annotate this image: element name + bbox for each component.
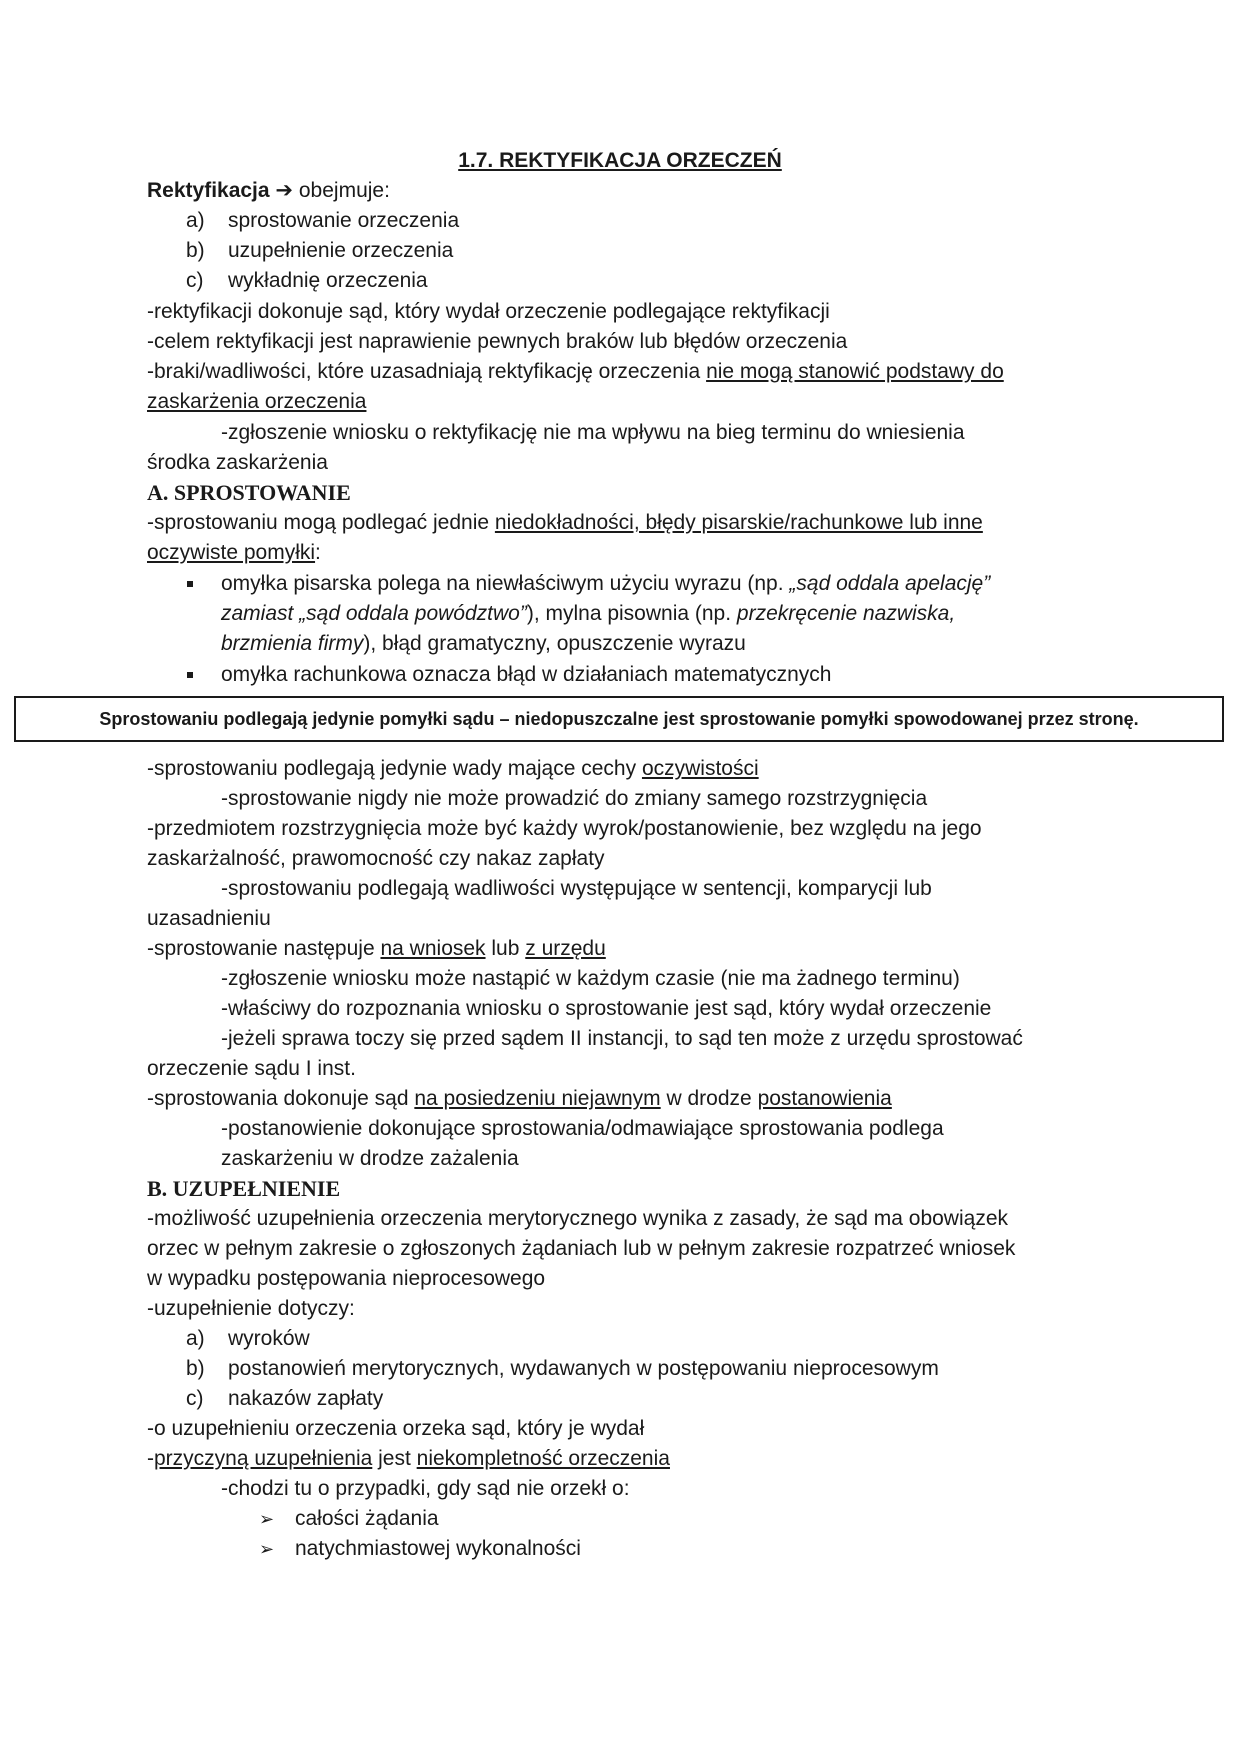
paragraph-cont: zaskarżenia orzeczenia bbox=[147, 390, 367, 413]
paragraph-cont: środka zaskarżenia bbox=[147, 451, 328, 474]
list-item: b) uzupełnienie orzeczenia bbox=[186, 239, 454, 262]
list-item: b) postanowień merytorycznych, wydawanych w postępowaniu nieprocesowym bbox=[186, 1357, 939, 1380]
list-item: a) sprostowanie orzeczenia bbox=[186, 209, 460, 232]
bullet-item-cont: brzmienia firmy), błąd gramatyczny, opuszczenie wyrazu bbox=[221, 632, 746, 655]
paragraph-cont: zaskarżalność, prawomocność czy nakaz zapłaty bbox=[147, 847, 605, 870]
paragraph: -sprostowaniu podlegają wadliwości występujące w sentencji, komparycji lub bbox=[221, 877, 932, 900]
bullet-item: omyłka rachunkowa oznacza błąd w działaniach matematycznych bbox=[221, 663, 832, 686]
paragraph-cont: orzeczenie sądu I inst. bbox=[147, 1057, 356, 1080]
bullet-icon bbox=[187, 581, 193, 587]
paragraph-cont: oczywiste pomyłki: bbox=[147, 541, 321, 564]
paragraph: -rektyfikacji dokonuje sąd, który wydał orzeczenie podlegające rektyfikacji bbox=[147, 300, 830, 323]
bullet-icon bbox=[187, 672, 193, 678]
arrow-bullet-icon: ➢ bbox=[259, 1509, 275, 1529]
paragraph: -celem rektyfikacji jest naprawienie pewnych braków lub błędów orzeczenia bbox=[147, 330, 848, 353]
bullet-item: omyłka pisarska polega na niewłaściwym użyciu wyrazu (np. „sąd oddala apelację” bbox=[221, 572, 991, 595]
paragraph: -zgłoszenie wniosku może nastąpić w każdym czasie (nie ma żadnego terminu) bbox=[221, 967, 960, 990]
list-item: c) nakazów zapłaty bbox=[186, 1387, 384, 1410]
bullet-item-cont: zamiast „sąd oddala powództwo”), mylna pisownia (np. przekręcenie nazwiska, bbox=[221, 602, 956, 625]
paragraph: -braki/wadliwości, które uzasadniają rektyfikację orzeczenia nie mogą stanowić podstawy do bbox=[147, 360, 1004, 383]
arrow-list-item: całości żądania bbox=[295, 1507, 439, 1530]
paragraph: -postanowienie dokonujące sprostowania/odmawiające sprostowania podlega bbox=[221, 1117, 944, 1140]
paragraph: -sprostowaniu mogą podlegać jednie niedokładności, błędy pisarskie/rachunkowe lub inne bbox=[147, 511, 983, 534]
intro-rest: obejmuje: bbox=[298, 179, 390, 202]
paragraph: -sprostowanie nigdy nie może prowadzić do zmiany samego rozstrzygnięcia bbox=[221, 787, 928, 810]
arrow-icon: ➔ bbox=[275, 179, 294, 202]
paragraph-cont: uzasadnieniu bbox=[147, 907, 271, 930]
arrow-list-item: natychmiastowej wykonalności bbox=[295, 1537, 581, 1560]
paragraph: -uzupełnienie dotyczy: bbox=[147, 1297, 355, 1320]
paragraph-cont: orzec w pełnym zakresie o zgłoszonych żądaniach lub w pełnym zakresie rozpatrzeć wniosek bbox=[147, 1237, 1016, 1260]
page-title: 1.7. REKTYFIKACJA ORZECZEŃ bbox=[458, 149, 782, 172]
paragraph: -możliwość uzupełnienia orzeczenia merytorycznego wynika z zasady, że sąd ma obowiązek bbox=[147, 1207, 1008, 1230]
paragraph: -sprostowania dokonuje sąd na posiedzeniu niejawnym w drodze postanowienia bbox=[147, 1087, 892, 1110]
section-heading-a: A. SPROSTOWANIE bbox=[147, 480, 351, 505]
paragraph: -chodzi tu o przypadki, gdy sąd nie orzekł o: bbox=[221, 1477, 630, 1500]
paragraph: -zgłoszenie wniosku o rektyfikację nie ma wpływu na bieg terminu do wniesienia bbox=[221, 421, 965, 444]
paragraph-cont: w wypadku postępowania nieprocesowego bbox=[147, 1267, 546, 1290]
paragraph: -przedmiotem rozstrzygnięcia może być każdy wyrok/postanowienie, bez względu na jego bbox=[147, 817, 982, 840]
paragraph: -o uzupełnieniu orzeczenia orzeka sąd, który je wydał bbox=[147, 1417, 645, 1440]
arrow-bullet-icon: ➢ bbox=[259, 1539, 275, 1559]
list-item: c) wykładnię orzeczenia bbox=[186, 269, 428, 292]
paragraph-cont: zaskarżeniu w drodze zażalenia bbox=[221, 1147, 519, 1170]
paragraph: -sprostowanie następuje na wniosek lub z urzędu bbox=[147, 937, 606, 960]
paragraph: -sprostowaniu podlegają jedynie wady mające cechy oczywistości bbox=[147, 757, 759, 780]
highlight-box: Sprostowaniu podlegają jedynie pomyłki sądu – niedopuszczalne jest sprostowanie pomyłki spowodowanej przez stronę. bbox=[14, 696, 1224, 742]
intro-line bbox=[147, 176, 390, 206]
intro-term: Rektyfikacja bbox=[147, 179, 270, 202]
list-item: a) wyroków bbox=[186, 1327, 310, 1350]
section-heading-b: B. UZUPEŁNIENIE bbox=[147, 1176, 341, 1201]
paragraph: -przyczyną uzupełnienia jest niekompletność orzeczenia bbox=[147, 1447, 670, 1470]
paragraph: -właściwy do rozpoznania wniosku o sprostowanie jest sąd, który wydał orzeczenie bbox=[221, 997, 992, 1020]
paragraph: -jeżeli sprawa toczy się przed sądem II instancji, to sąd ten może z urzędu sprostować bbox=[221, 1027, 1023, 1050]
